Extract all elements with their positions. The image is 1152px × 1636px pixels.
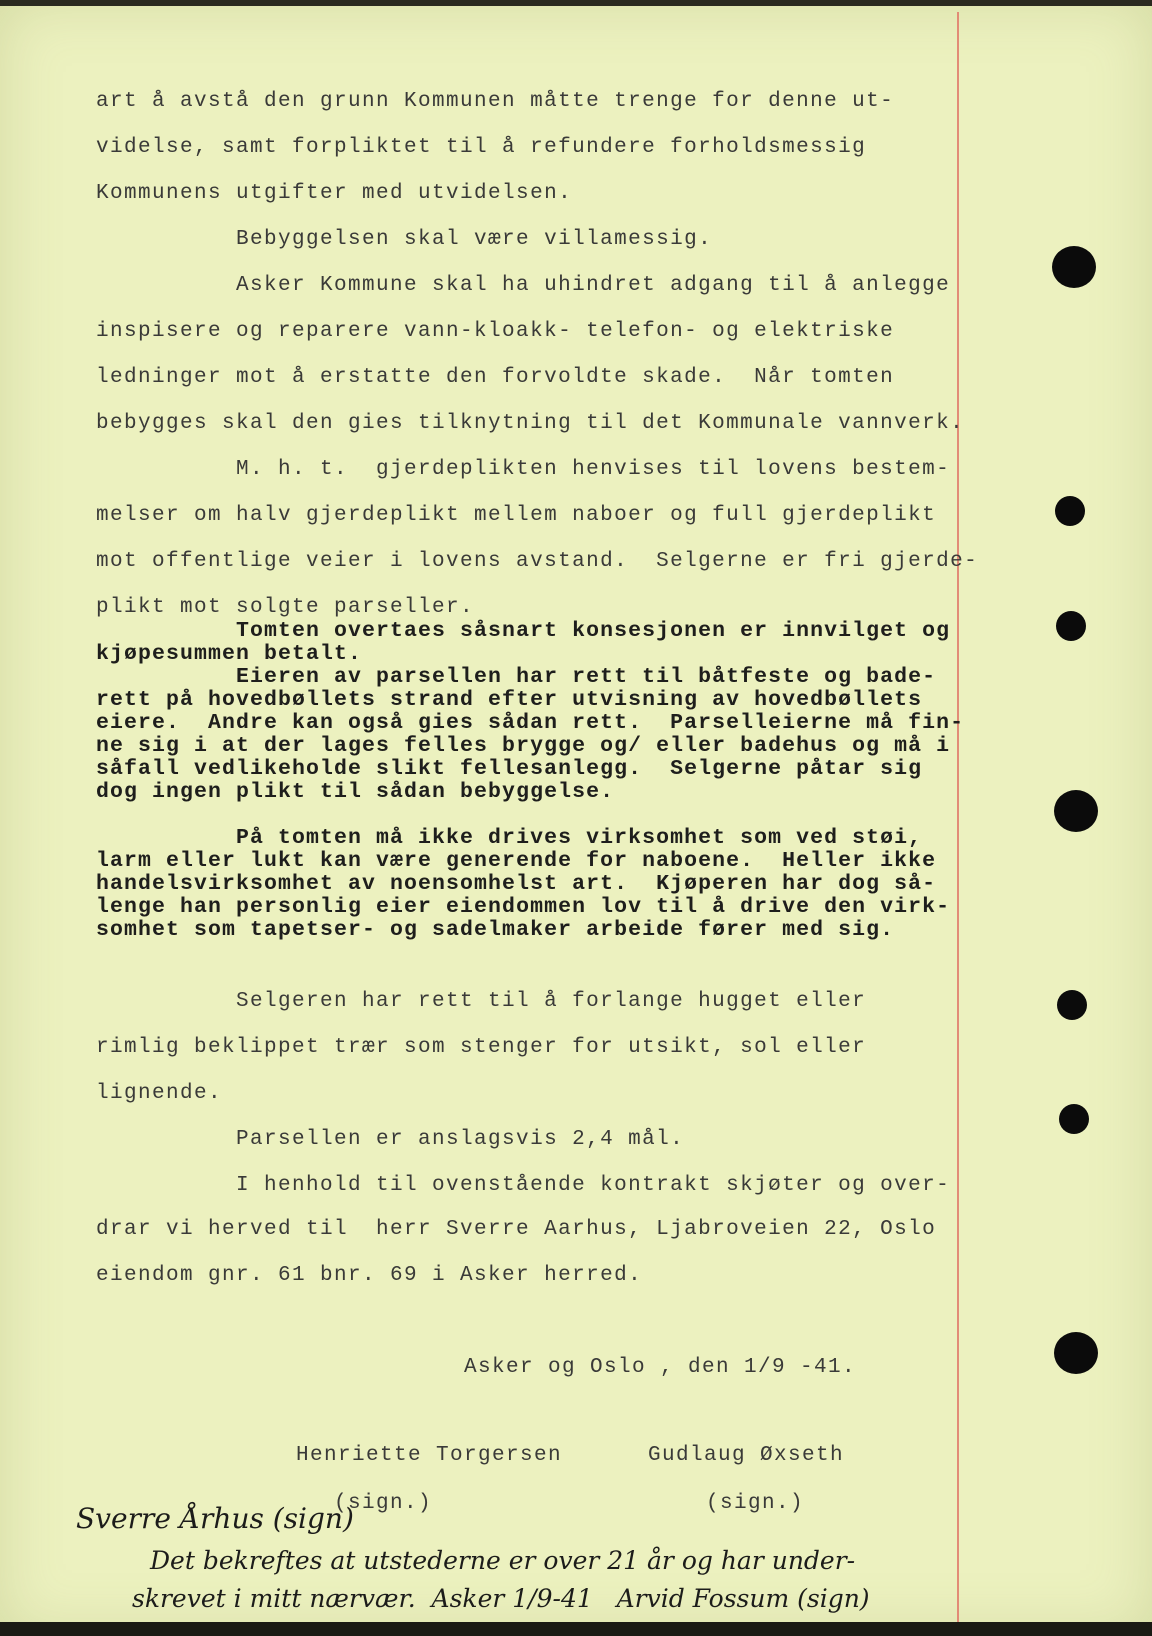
typed-line: Tomten overtaes såsnart konsesjonen er innvilget og <box>96 619 951 643</box>
bold-line: rett på hovedbøllets strand efter utvisning av hovedbøllets <box>96 688 923 712</box>
typed-line: lignende. <box>96 1082 223 1105</box>
punch-hole-icon <box>1057 990 1087 1020</box>
bold-line: larm eller lukt kan være generende for naboene. Heller ikke <box>96 849 937 873</box>
typed-line: videlse, samt forpliktet til å refundere forholdsmessig <box>96 136 867 159</box>
typed-line: Selgeren har rett til å forlange hugget eller <box>96 990 867 1013</box>
typed-line: eiendom gnr. 61 bnr. 69 i Asker herred. <box>96 1264 643 1287</box>
typed-line: ledninger mot å erstatte den forvoldte skade. Når tomten <box>96 366 895 389</box>
scan-top-edge <box>0 0 1152 6</box>
signer-name-2: Gudlaug Øxseth <box>648 1444 845 1467</box>
handwritten-signature: Sverre Århus (sign) <box>76 1502 354 1535</box>
punch-hole-icon <box>1055 496 1085 526</box>
margin-rule <box>957 12 959 1624</box>
punch-hole-icon <box>1054 1332 1098 1374</box>
typed-line: melser om halv gjerdeplikt mellem naboer og full gjerdeplikt <box>96 504 937 527</box>
bold-line: såfall vedlikeholde slikt fellesanlegg. Selgerne påtar sig <box>96 757 923 781</box>
typed-line: M. h. t. gjerdeplikten henvises til lovens bestem- <box>96 458 951 481</box>
sign-mark-1: (sign.) <box>334 1492 433 1515</box>
bold-line: På tomten må ikke drives virksomhet som ved støi, <box>96 826 923 850</box>
bold-line: somhet som tapetser- og sadelmaker arbeide fører med sig. <box>96 918 895 942</box>
punch-hole-icon <box>1056 611 1086 641</box>
typed-line: art å avstå den grunn Kommunen måtte trenge for denne ut- <box>96 90 895 113</box>
bold-line: handelsvirksomhet av noensomhelst art. Kjøperen har dog så- <box>96 872 937 896</box>
typed-line: bebygges skal den gies tilknytning til det Kommunale vannverk. <box>96 412 965 435</box>
punch-hole-icon <box>1059 1104 1089 1134</box>
typed-line: Kommunens utgifter med utvidelsen. <box>96 182 573 205</box>
typed-line: plikt mot solgte parseller. <box>96 596 475 619</box>
typed-line: inspisere og reparere vann-kloakk- telefon- og elektriske <box>96 320 895 343</box>
place-date: Asker og Oslo , den 1/9 -41. <box>464 1356 857 1379</box>
typed-line: Bebyggelsen skal være villamessig. <box>96 228 713 251</box>
scan-bottom-edge <box>0 1622 1152 1636</box>
signer-name-1: Henriette Torgersen <box>296 1444 563 1467</box>
typed-line: mot offentlige veier i lovens avstand. Selgerne er fri gjerde- <box>96 550 979 573</box>
bold-line: ne sig i at der lages felles brygge og/ eller badehus og må i <box>96 734 951 758</box>
handwritten-note-line: Det bekreftes at utstederne er over 21 år og har under- <box>150 1546 856 1575</box>
typed-line: kjøpesummen betalt. <box>96 642 363 666</box>
typed-line: Parsellen er anslagsvis 2,4 mål. <box>96 1128 685 1151</box>
punch-hole-icon <box>1054 790 1098 832</box>
typed-line: rimlig beklippet trær som stenger for utsikt, sol eller <box>96 1036 867 1059</box>
typed-line: I henhold til ovenstående kontrakt skjøter og over- <box>96 1174 951 1197</box>
bold-line: dog ingen plikt til sådan bebyggelse. <box>96 780 615 804</box>
handwritten-note-line: skrevet i mitt nærvær. Asker 1/9-41 Arvid Fossum (sign) <box>132 1584 870 1613</box>
bold-line: lenge han personlig eier eiendommen lov til å drive den virk- <box>96 895 951 919</box>
bold-line: Eieren av parsellen har rett til båtfeste og bade- <box>96 665 937 689</box>
sign-mark-2: (sign.) <box>706 1492 805 1515</box>
punch-hole-icon <box>1052 246 1096 288</box>
bold-line: eiere. Andre kan også gies sådan rett. Parselleierne må fin- <box>96 711 965 735</box>
typed-line: drar vi herved til herr Sverre Aarhus, Ljabroveien 22, Oslo <box>96 1218 937 1241</box>
typed-line: Asker Kommune skal ha uhindret adgang til å anlegge <box>96 274 951 297</box>
